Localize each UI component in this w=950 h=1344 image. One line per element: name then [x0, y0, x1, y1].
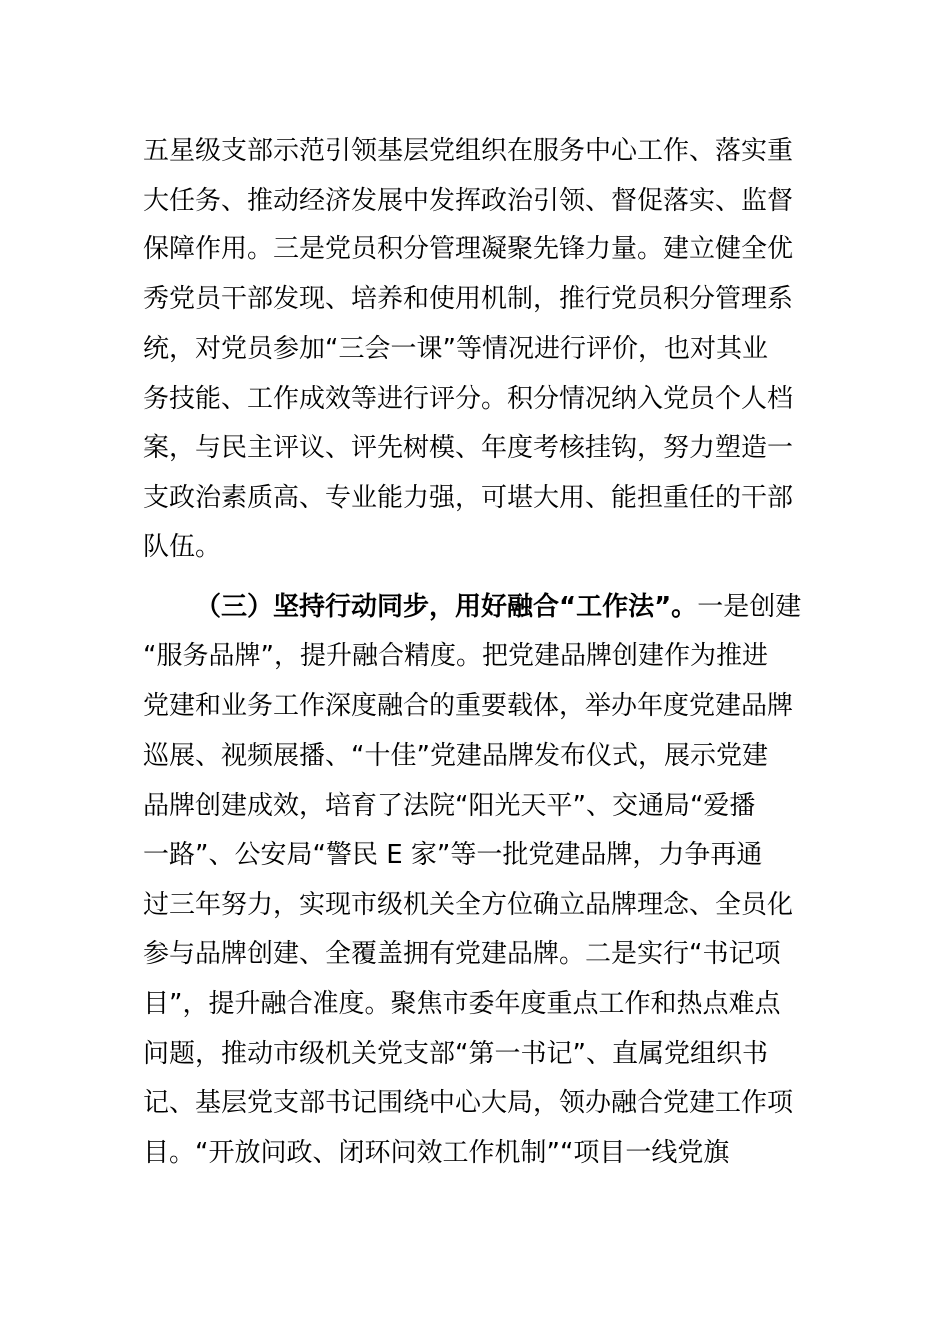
section-first-line [195, 587, 807, 627]
paragraph-line: 务技能、工作成效等进行评分。积分情况纳入党员个人档 [143, 384, 794, 414]
paragraph-line: 统，对党员参加“三会一课”等情况进行评价，也对其业 [143, 334, 768, 364]
paragraph-line: 过三年努力，实现市级机关全方位确立品牌理念、全员化 [143, 890, 794, 920]
paragraph-line: 支政治素质高、专业能力强，可堪大用、能担重任的干部 [143, 483, 794, 513]
paragraph-line: 党建和业务工作深度融合的重要载体，举办年度党建品牌 [143, 691, 794, 721]
paragraph-line: 大任务、推动经济发展中发挥政治引领、督促落实、监督 [143, 186, 794, 216]
paragraph-line: 秀党员干部发现、培养和使用机制，推行党员积分管理系 [143, 284, 794, 314]
paragraph-line: 保障作用。三是党员积分管理凝聚先锋力量。建立健全优 [143, 234, 794, 264]
section-heading: （三）坚持行动同步，用好融合“工作法”。 [195, 592, 698, 622]
paragraph-line: 问题，推动市级机关党支部“第一书记”、直属党组织书 [143, 1039, 768, 1069]
paragraph-line: 记、基层党支部书记围绕中心大局，领办融合党建工作项 [143, 1088, 794, 1118]
paragraph-line: 案，与民主评议、评先树模、年度考核挂钩，努力塑造一 [143, 433, 794, 463]
section-first-line-rest: 一是创建 [697, 592, 802, 622]
paragraph-line: “服务品牌”，提升融合精度。把党建品牌创建作为推进 [143, 641, 768, 671]
paragraph-line: 目”，提升融合准度。聚焦市委年度重点工作和热点难点 [143, 989, 781, 1019]
paragraph-line: 参与品牌创建、全覆盖拥有党建品牌。二是实行“书记项 [143, 939, 781, 969]
paragraph-line: 巡展、视频展播、“十佳”党建品牌发布仪式，展示党建 [143, 741, 768, 771]
paragraph-line: 品牌创建成效，培育了法院“阳光天平”、交通局“爱播 [143, 791, 756, 821]
paragraph-line: 队伍。 [143, 532, 222, 562]
paragraph-line: 五星级支部示范引领基层党组织在服务中心工作、落实重 [143, 136, 794, 166]
paragraph-line: 一路”、公安局“警民 E 家”等一批党建品牌，力争再通 [143, 840, 763, 870]
paragraph-line: 目。“开放问政、闭环问效工作机制”“项目一线党旗 [143, 1138, 730, 1168]
